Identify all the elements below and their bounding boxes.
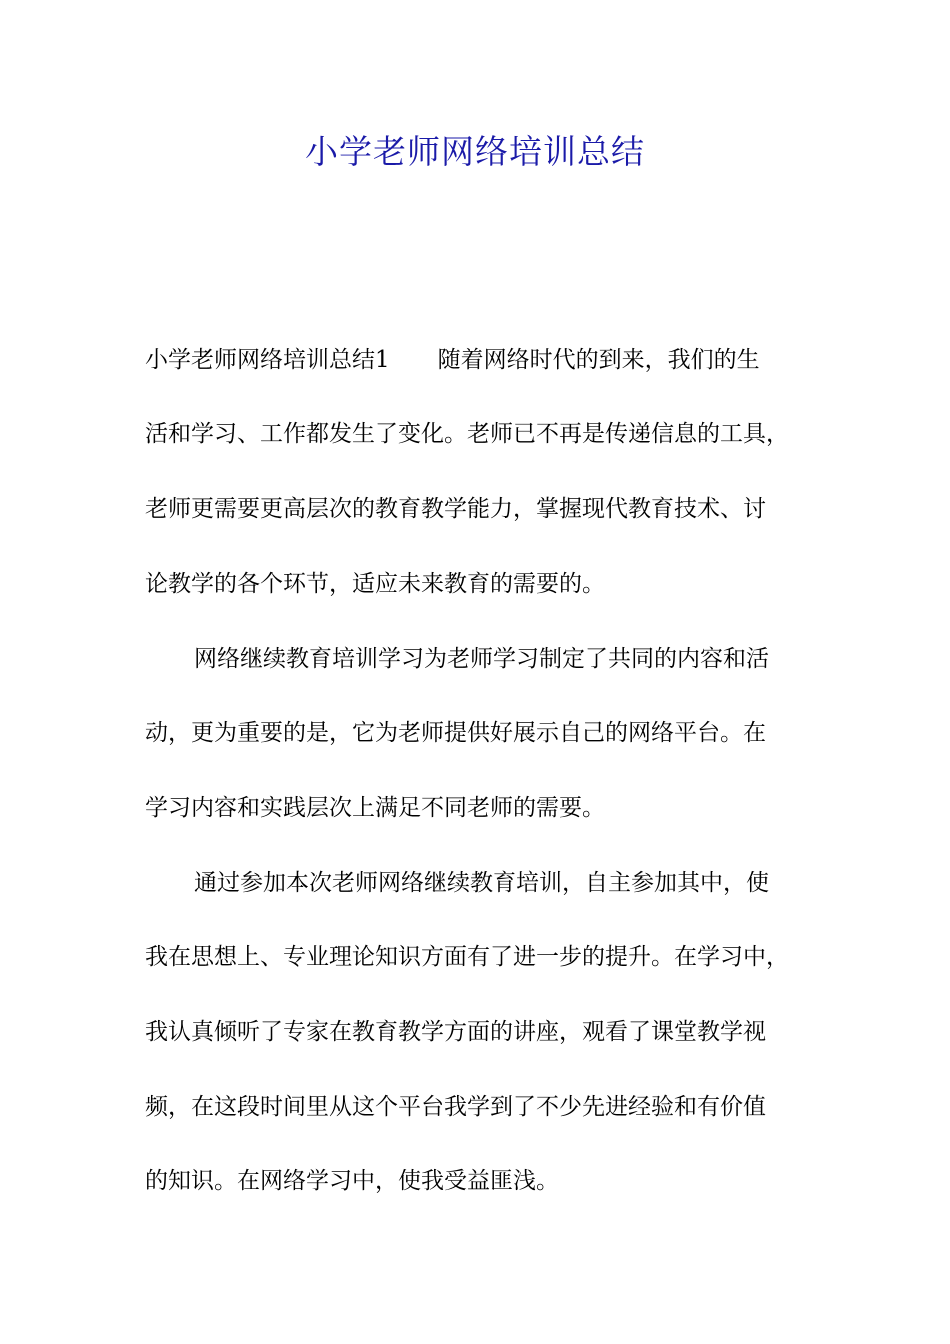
paragraph-2-line-2: 动，更为重要的是，它为老师提供好展示自己的网络平台。在 <box>145 720 766 746</box>
document-title: 小学老师网络培训总结 <box>305 132 645 171</box>
paragraph-2-line-1: 网络继续教育培训学习为老师学习制定了共同的内容和活 <box>194 646 769 672</box>
paragraph-1-line-3: 老师更需要更高层次的教育教学能力，掌握现代教育技术、讨 <box>145 496 766 522</box>
paragraph-3-line-3: 我认真倾听了专家在教育教学方面的讲座，观看了课堂教学视 <box>145 1019 766 1045</box>
paragraph-1-line-4: 论教学的各个环节，适应未来教育的需要的。 <box>145 571 605 597</box>
paragraph-1-line-2: 活和学习、工作都发生了变化。老师已不再是传递信息的工具， <box>145 421 789 447</box>
paragraph-3-line-1: 通过参加本次老师网络继续教育培训，自主参加其中，使 <box>194 870 769 896</box>
paragraph-3-line-5: 的知识。在网络学习中，使我受益匪浅。 <box>145 1168 559 1194</box>
paragraph-text: 随着网络时代的到来，我们的生 <box>437 347 760 373</box>
paragraph-3-line-4: 频，在这段时间里从这个平台我学到了不少先进经验和有价值 <box>145 1094 766 1120</box>
paragraph-3-line-2: 我在思想上、专业理论知识方面有了进一步的提升。在学习中， <box>145 944 789 970</box>
paragraph-1-line-1 <box>145 342 825 378</box>
section-heading-label: 小学老师网络培训总结1 <box>145 347 390 373</box>
paragraph-2-line-3: 学习内容和实践层次上满足不同老师的需要。 <box>145 795 605 821</box>
